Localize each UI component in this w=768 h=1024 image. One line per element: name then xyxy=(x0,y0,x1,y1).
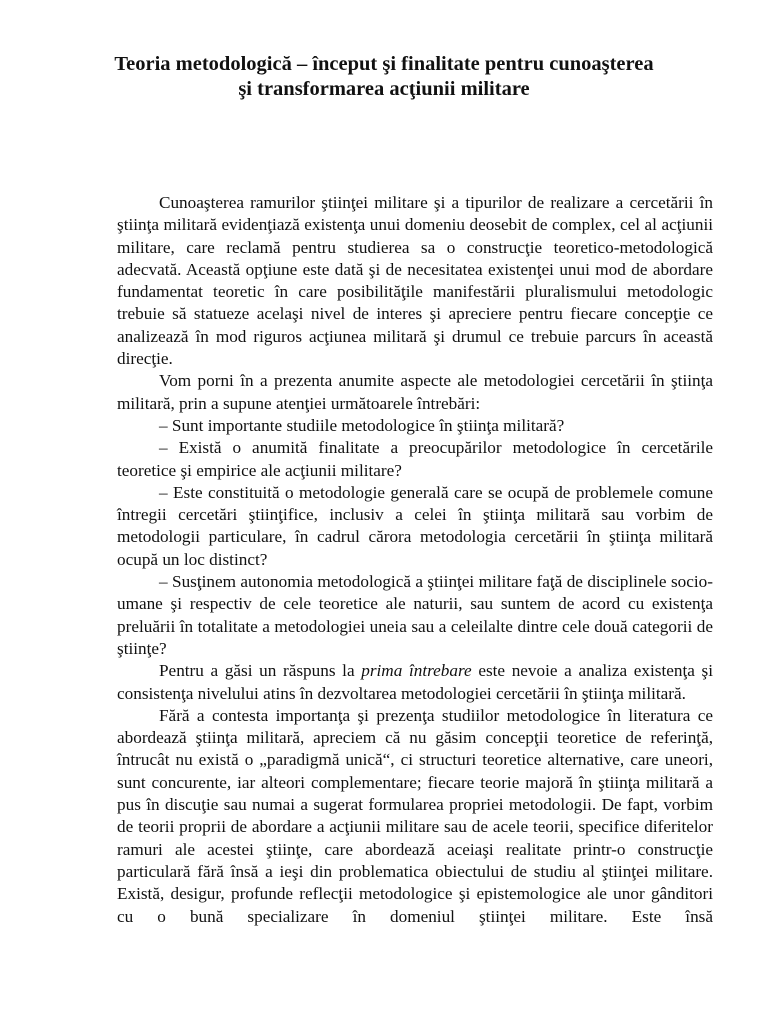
answer-intro-after: este nevoie a analiza existenţa şi consistenţa nivelului atins în dezvoltarea metodologiei cercetării în ştiinţa militară. xyxy=(117,661,713,703)
title-line-2: şi transformarea acţiunii militare xyxy=(238,78,530,100)
paragraph-analysis: Fără a contesta importanţa şi prezenţa studiilor metodologice în literatura ce abordează ştiinţa militară, apreciem că nu găsim concepţii teoretice de referinţă, întrucât nu există o „paradigmă unică“, ci structuri teoretice alternative, care uneori, sunt concurente, iar alteori complementare; fiecare teorie majoră în ştiinţa militară a pus în discuţie sau numai a sugerat formularea propriei metodologii. De fapt, vorbim de teorii proprii de abordare a acţiunii militare sau de acele teorii, specifice diferitelor ramuri ale acestei ştiinţe, care abordează aceiaşi realitate printr-o construcţie particulară fără însă a ieşi din problematica obiectului de studiu al ştiinţei militare. Există, desigur, profunde reflecţii metodologice şi epistemologice ale unor gânditori cu o bună specializare în domeniul ştiinţei militare. Este însă xyxy=(117,705,713,926)
paragraph-2: Vom porni în a prezenta anumite aspecte ale metodologiei cercetării în ştiinţa militară, prin a supune atenţiei următoarele întrebări: xyxy=(117,371,713,413)
paragraph-1: Cunoaşterea ramurilor ştiinţei militare şi a tipurilor de realizare a cercetării în ştiinţa militară evidenţiază existenţa unui domeniu deosebit de complex, cel al acţiunii militare, care reclamă pentru studierea sa o construcţie teoretico-metodologică adecvată. Această opţiune este dată şi de necesitatea existenţei unui mod de abordare fundamentat teoretic în care posibilităţile manifestării pluralismului metodologic trebuie să statueze acelaşi nivel de interes şi apreciere pentru fiecare concepţie ce analizează în mod riguros acţiunea militară şi drumul ce trebuie parcurs în această direcţie. xyxy=(117,193,713,369)
page-title xyxy=(60,52,708,102)
document-body xyxy=(117,192,713,928)
title-line-1: Teoria metodologică – început şi finalitate pentru cunoaşterea xyxy=(114,53,654,75)
question-2: – Există o anumită finalitate a preocupărilor metodologice în cercetările teoretice şi empirice ale acţiunii militare? xyxy=(117,438,713,480)
paragraph-answer-intro xyxy=(117,660,713,705)
answer-intro-before: Pentru a găsi un răspuns la xyxy=(159,661,362,681)
question-1: – Sunt importante studiile metodologice în ştiinţa militară? xyxy=(159,415,565,435)
question-3: – Este constituită o metodologie generală care se ocupă de problemele comune întregii cercetări ştiinţifice, inclusiv a celei în ştiinţa militară sau vorbim de metodologii particulare, în cadrul cărora metodologia cercetării în ştiinţa militară ocupă un loc distinct? xyxy=(117,482,713,569)
question-4: – Susţinem autonomia metodologică a ştiinţei militare faţă de disciplinele socio-umane şi respectiv de cele teoretice ale naturii, sau suntem de acord cu existenţa preluării în totalitate a metodologiei uneia sau a celeilalte dintre cele două categorii de ştiinţe? xyxy=(117,572,713,658)
answer-intro-emphasis: prima întrebare xyxy=(361,661,472,681)
